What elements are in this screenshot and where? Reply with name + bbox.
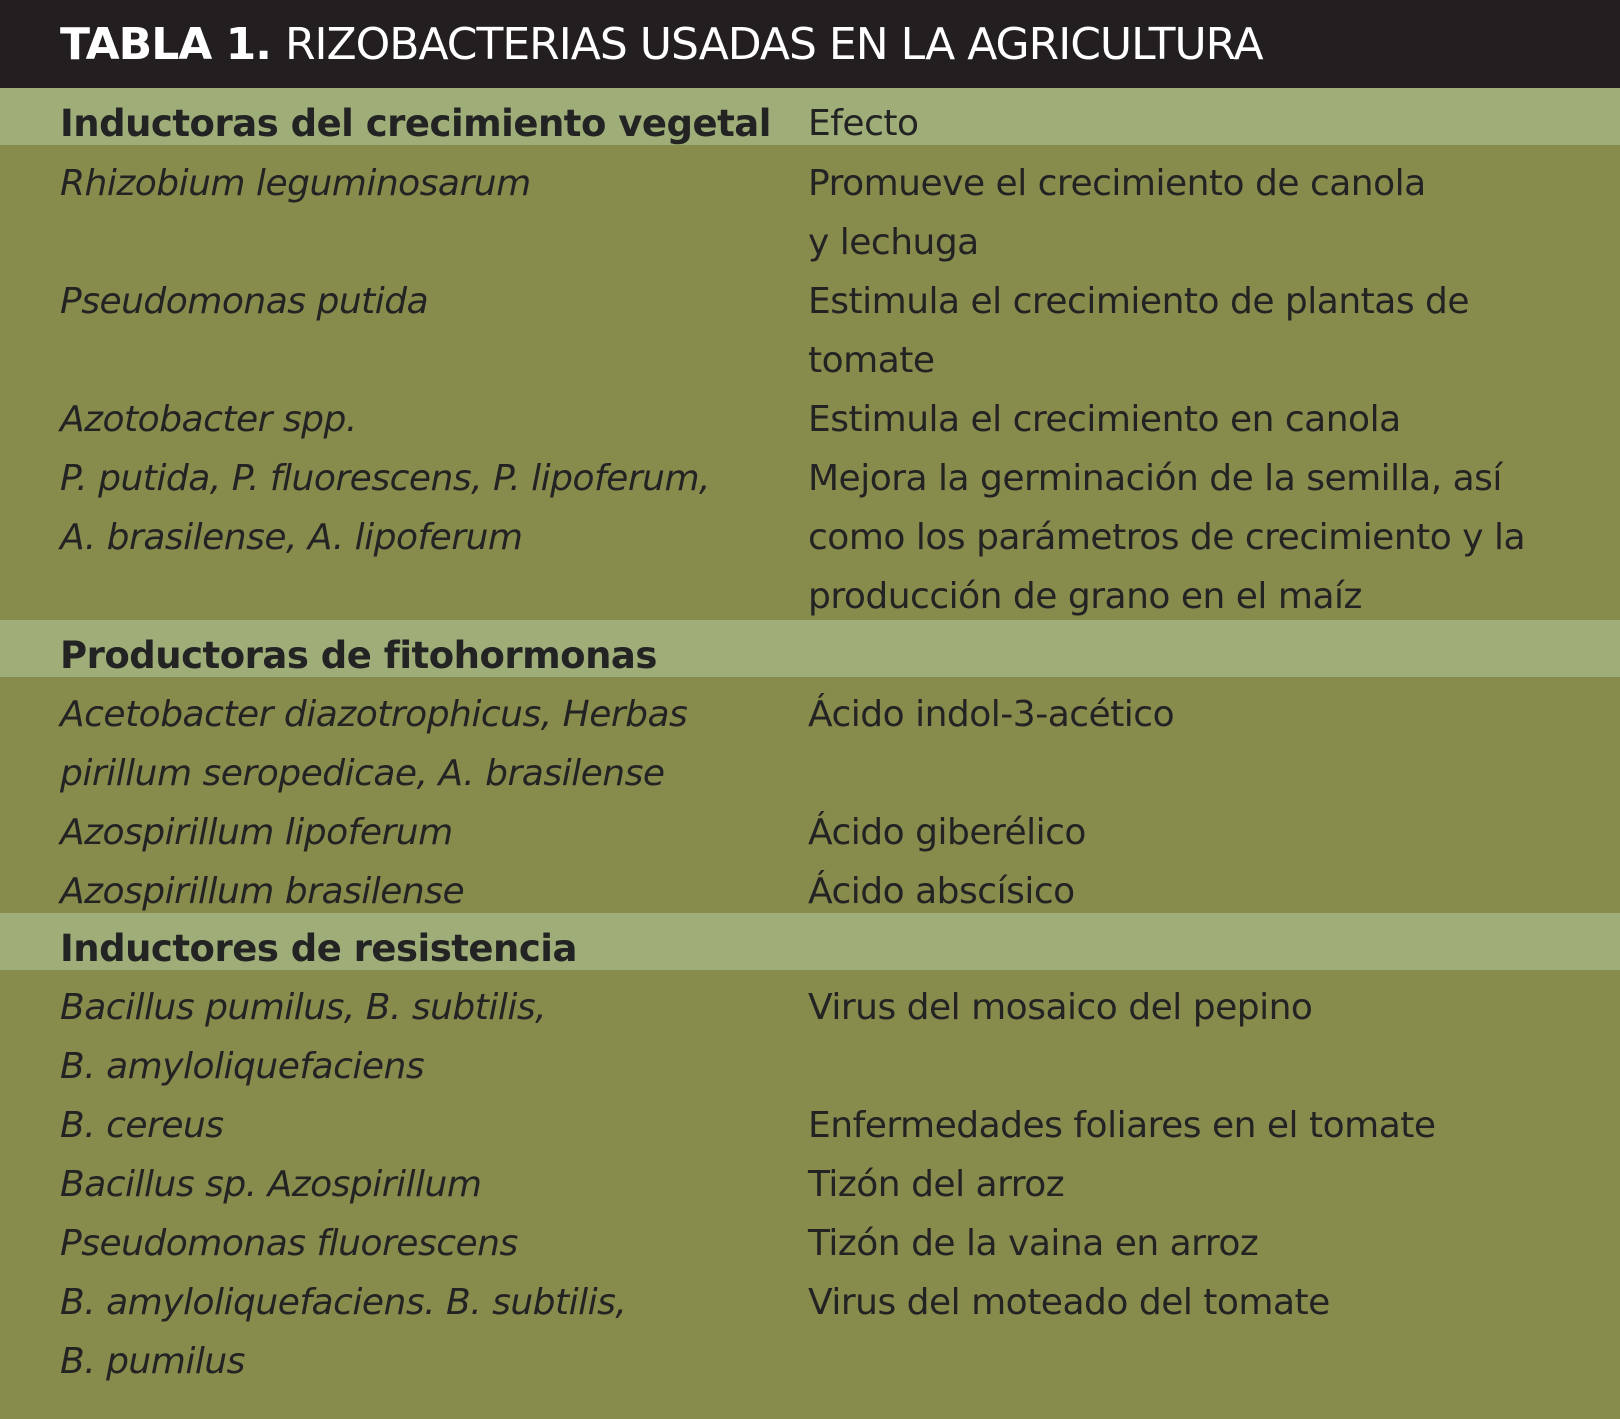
table-title-bar [0, 0, 1620, 88]
effect-cell: Promueve el crecimiento de canola [808, 163, 1426, 204]
species-cell: Bacillus pumilus, B. subtilis, [60, 987, 547, 1028]
effect-cell: Ácido abscísico [808, 871, 1075, 912]
effect-cell: Tizón del arroz [808, 1164, 1065, 1205]
table-number: TABLA 1. [60, 18, 271, 70]
species-cell: pirillum seropedicae, A. brasilense [60, 753, 665, 794]
effect-cell: Mejora la germinación de la semilla, así [808, 458, 1502, 499]
effect-cell: Ácido giberélico [808, 812, 1086, 853]
effect-cell: Enfermedades foliares en el tomate [808, 1105, 1436, 1146]
effect-cell: Ácido indol-3-acético [808, 694, 1175, 735]
effect-cell: tomate [808, 340, 935, 381]
section-heading: Inductoras del crecimiento vegetal [60, 102, 771, 145]
species-cell: B. cereus [60, 1105, 224, 1146]
effect-column-heading: Efecto [808, 103, 919, 144]
species-cell: Rhizobium leguminosarum [60, 163, 531, 204]
species-cell: Bacillus sp. Azospirillum [60, 1164, 482, 1205]
species-cell: B. amyloliquefaciens. B. subtilis, [60, 1282, 627, 1323]
effect-cell: y lechuga [808, 222, 979, 263]
species-cell: P. putida, P. fluorescens, P. lipoferum, [60, 458, 710, 499]
table-title: RIZOBACTERIAS USADAS EN LA AGRICULTURA [284, 18, 1263, 70]
section-heading: Inductores de resistencia [60, 927, 577, 970]
species-cell: Pseudomonas fluorescens [60, 1223, 518, 1264]
effect-cell: Virus del moteado del tomate [808, 1282, 1330, 1323]
species-cell: B. pumilus [60, 1341, 245, 1382]
species-cell: A. brasilense, A. lipoferum [60, 517, 523, 558]
species-cell: Azospirillum lipoferum [60, 812, 453, 853]
effect-cell: Estimula el crecimiento de plantas de [808, 281, 1470, 322]
effect-cell: Virus del mosaico del pepino [808, 987, 1313, 1028]
species-cell: Pseudomonas putida [60, 281, 429, 322]
species-cell: Azotobacter spp. [60, 399, 357, 440]
section-heading: Productoras de fitohormonas [60, 634, 657, 677]
effect-cell: producción de grano en el maíz [808, 576, 1362, 617]
species-cell: B. amyloliquefaciens [60, 1046, 425, 1087]
effect-cell: Tizón de la vaina en arroz [808, 1223, 1259, 1264]
effect-cell: como los parámetros de crecimiento y la [808, 517, 1526, 558]
species-cell: Azospirillum brasilense [60, 871, 465, 912]
effect-cell: Estimula el crecimiento en canola [808, 399, 1401, 440]
species-cell: Acetobacter diazotrophicus, Herbas [60, 694, 688, 735]
